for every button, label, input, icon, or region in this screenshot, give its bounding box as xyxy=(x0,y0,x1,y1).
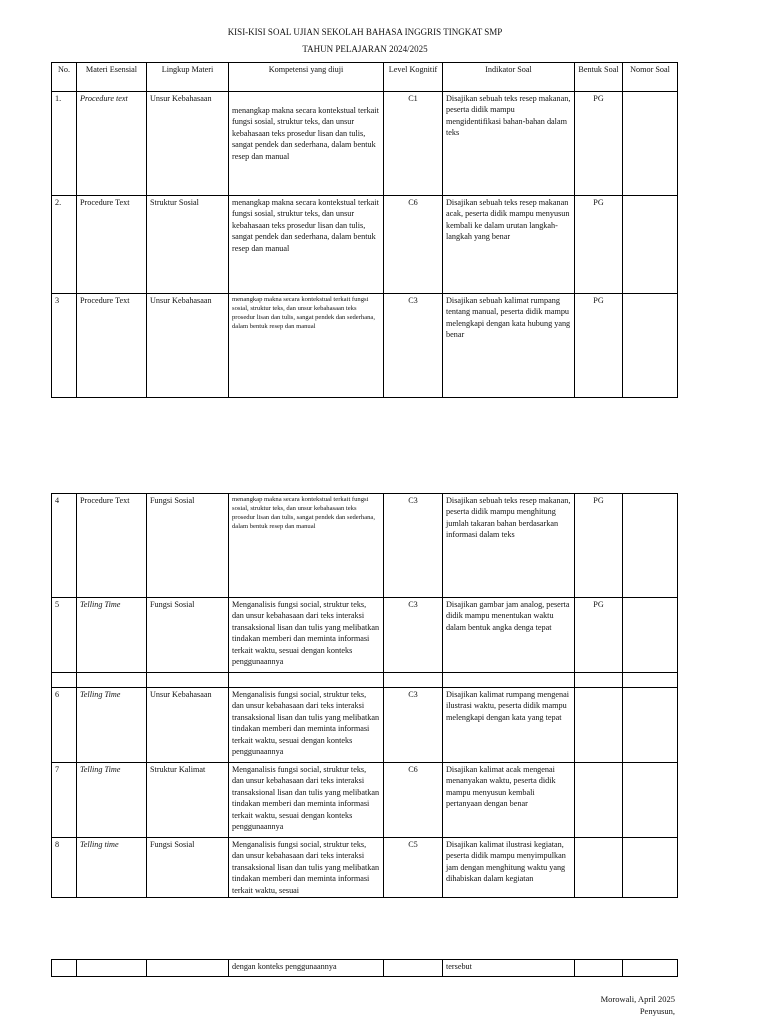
table-row xyxy=(52,688,678,763)
cell-indikator: Disajikan sebuah teks resep makanan, peserta didik mampu mengidentifikasi bahan-bahan dalam teks xyxy=(443,92,575,196)
table-row xyxy=(52,494,678,598)
kisi-kisi-table-part-1 xyxy=(51,62,678,398)
table-row xyxy=(52,294,678,398)
header-kompetensi: Kompetensi yang diuji xyxy=(229,63,384,92)
cell-lingkup: Unsur Kebahasaan xyxy=(147,294,229,398)
cell-bentuk xyxy=(575,838,623,898)
cell-bentuk: PG xyxy=(575,294,623,398)
cell-no: 7 xyxy=(52,763,77,838)
cell-lingkup: Fungsi Sosial xyxy=(147,494,229,598)
cell-no: 5 xyxy=(52,598,77,673)
empty-cell xyxy=(52,960,77,977)
cell-no: 1. xyxy=(52,92,77,196)
cell-bentuk: PG xyxy=(575,494,623,598)
table-header-row xyxy=(52,63,678,92)
cell-nomor xyxy=(623,92,678,196)
cell-level: C6 xyxy=(384,196,443,294)
kisi-kisi-table-part-2 xyxy=(51,493,678,898)
empty-cell xyxy=(229,673,384,688)
cell-kompetensi: Menganalisis fungsi social, struktur teks, dan unsur kebahasaan dari teks interaksi transaksional lisan dan tulis yang melibatkan tindakan memberi dan meminta informasi terkait waktu, sesuai dengan konteks penggunaannya xyxy=(229,763,384,838)
cell-lingkup: Fungsi Sosial xyxy=(147,838,229,898)
cell-bentuk: PG xyxy=(575,598,623,673)
cell-lingkup: Struktur Kalimat xyxy=(147,763,229,838)
empty-cell xyxy=(384,960,443,977)
cell-no: 3 xyxy=(52,294,77,398)
place-date: Morowali, April 2025 xyxy=(600,994,675,1004)
signer-label: Penyusun, xyxy=(639,1006,675,1016)
table-row xyxy=(52,763,678,838)
cell-materi: Procedure Text xyxy=(77,294,147,398)
cell-indikator: Disajikan kalimat rumpang mengenai ilustrasi waktu, peserta didik mampu melengkapi dengan kata yang tepat xyxy=(443,688,575,763)
cell-no: 4 xyxy=(52,494,77,598)
cell-materi: Procedure text xyxy=(77,92,147,196)
cell-bentuk xyxy=(575,688,623,763)
cell-kompetensi: menangkap makna secara kontekstual terkait fungsi sosial, struktur teks, dan unsur kebahasaan teks prosedur lisan dan tulis, sangat pendek dan sederhana, dalam bentuk resep dan manual xyxy=(229,196,384,294)
cell-indikator: Disajikan gambar jam analog, peserta didik mampu menentukan waktu dalam bentuk angka denga tepat xyxy=(443,598,575,673)
empty-cell xyxy=(443,673,575,688)
empty-cell xyxy=(575,673,623,688)
cell-level: C6 xyxy=(384,763,443,838)
academic-year: TAHUN PELAJARAN 2024/2025 xyxy=(302,44,428,54)
cell-no: 8 xyxy=(52,838,77,898)
cell-materi: Procedure Text xyxy=(77,196,147,294)
cell-bentuk xyxy=(575,763,623,838)
cell-lingkup: Fungsi Sosial xyxy=(147,598,229,673)
header-lingkup: Lingkup Materi xyxy=(147,63,229,92)
cell-no: 6 xyxy=(52,688,77,763)
table-row xyxy=(52,838,678,898)
header-indikator: Indikator Soal xyxy=(443,63,575,92)
cell-materi: Telling Time xyxy=(77,763,147,838)
cell-materi: Telling time xyxy=(77,838,147,898)
table-row-empty xyxy=(52,673,678,688)
cell-bentuk: PG xyxy=(575,92,623,196)
cell-kompetensi: Menganalisis fungsi social, struktur teks, dan unsur kebahasaan dari teks interaksi transaksional lisan dan tulis yang melibatkan tindakan memberi dan meminta informasi terkait waktu, sesuai dengan konteks penggunaannya xyxy=(229,598,384,673)
cell-level: C3 xyxy=(384,688,443,763)
header-materi: Materi Esensial xyxy=(77,63,147,92)
cell-nomor xyxy=(623,688,678,763)
header-nomor: Nomor Soal xyxy=(623,63,678,92)
cell-lingkup: Struktur Sosial xyxy=(147,196,229,294)
table-row xyxy=(52,196,678,294)
cell-kompetensi: Menganalisis fungsi social, struktur teks, dan unsur kebahasaan dari teks interaksi transaksional lisan dan tulis yang melibatkan tindakan memberi dan meminta informasi terkait waktu, sesuai xyxy=(229,838,384,898)
cell-lingkup: Unsur Kebahasaan xyxy=(147,92,229,196)
empty-cell xyxy=(147,960,229,977)
empty-cell xyxy=(623,673,678,688)
cell-no: 2. xyxy=(52,196,77,294)
kisi-kisi-table-continuation xyxy=(51,959,678,977)
header-level: Level Kognitif xyxy=(384,63,443,92)
cell-kompetensi: Menganalisis fungsi social, struktur teks, dan unsur kebahasaan dari teks interaksi transaksional lisan dan tulis yang melibatkan tindakan memberi dan meminta informasi terkait waktu, sesuai dengan konteks penggunaannya xyxy=(229,688,384,763)
cell-indikator: Disajikan sebuah kalimat rumpang tentang manual, peserta didik mampu melengkapi dengan kata hubung yang benar xyxy=(443,294,575,398)
cell-nomor xyxy=(623,494,678,598)
document-title: KISI-KISI SOAL UJIAN SEKOLAH BAHASA INGGRIS TINGKAT SMP xyxy=(227,27,503,37)
cell-indikator: Disajikan sebuah teks resep makanan, peserta didik mampu menghitung jumlah takaran bahan berdasarkan informasi dalam teks xyxy=(443,494,575,598)
cell-materi: Telling Time xyxy=(77,688,147,763)
header-no: No. xyxy=(52,63,77,92)
empty-cell xyxy=(623,960,678,977)
empty-cell xyxy=(77,673,147,688)
table-row xyxy=(52,92,678,196)
cell-level: C5 xyxy=(384,838,443,898)
cell-materi: Telling Time xyxy=(77,598,147,673)
cell-materi: Procedure Text xyxy=(77,494,147,598)
empty-cell xyxy=(147,673,229,688)
cell-level: C3 xyxy=(384,598,443,673)
cell-level: C3 xyxy=(384,494,443,598)
empty-cell xyxy=(575,960,623,977)
empty-cell xyxy=(52,673,77,688)
cell-level: C3 xyxy=(384,294,443,398)
empty-cell xyxy=(77,960,147,977)
cell-nomor xyxy=(623,196,678,294)
cell-nomor xyxy=(623,598,678,673)
empty-cell xyxy=(384,673,443,688)
cell-indikator-continued: tersebut xyxy=(443,960,575,977)
header-bentuk: Bentuk Soal xyxy=(575,63,623,92)
cell-nomor xyxy=(623,763,678,838)
cell-kompetensi-continued: dengan konteks penggunaannya xyxy=(229,960,384,977)
table-row-continuation xyxy=(52,960,678,977)
cell-indikator: Disajikan kalimat acak mengenai menanyakan waktu, peserta didik mampu menyusun kembali pertanyaan dengan benar xyxy=(443,763,575,838)
cell-indikator: Disajikan sebuah teks resep makanan acak, peserta didik mampu menyusun kembali ke dalam urutan langkah-langkah yang benar xyxy=(443,196,575,294)
cell-lingkup: Unsur Kebahasaan xyxy=(147,688,229,763)
cell-indikator: Disajikan kalimat ilustrasi kegiatan, peserta didik mampu menyimpulkan jam dengan menghitung waktu yang dihabiskan dalam kegiatan xyxy=(443,838,575,898)
cell-kompetensi: menangkap makna secara kontekstual terkait fungsi sosial, struktur teks, dan unsur kebahasaan teks prosedur lisan dan tulis, sangat pendek dan sederhana, dalam bentuk resep dan manual xyxy=(229,294,384,398)
cell-nomor xyxy=(623,838,678,898)
cell-kompetensi: menangkap makna secara kontekstual terkait fungsi sosial, struktur teks, dan unsur kebahasaan teks prosedur lisan dan tulis, sangat pendek dan sederhana, dalam bentuk resep dan manual xyxy=(229,92,384,196)
table-row xyxy=(52,598,678,673)
cell-level: C1 xyxy=(384,92,443,196)
cell-bentuk: PG xyxy=(575,196,623,294)
cell-kompetensi: menangkap makna secara kontekstual terkait fungsi sosial, struktur teks, dan unsur kebahasaan teks prosedur lisan dan tulis, sangat pendek dan sederhana, dalam bentuk resep dan manual xyxy=(229,494,384,598)
cell-nomor xyxy=(623,294,678,398)
